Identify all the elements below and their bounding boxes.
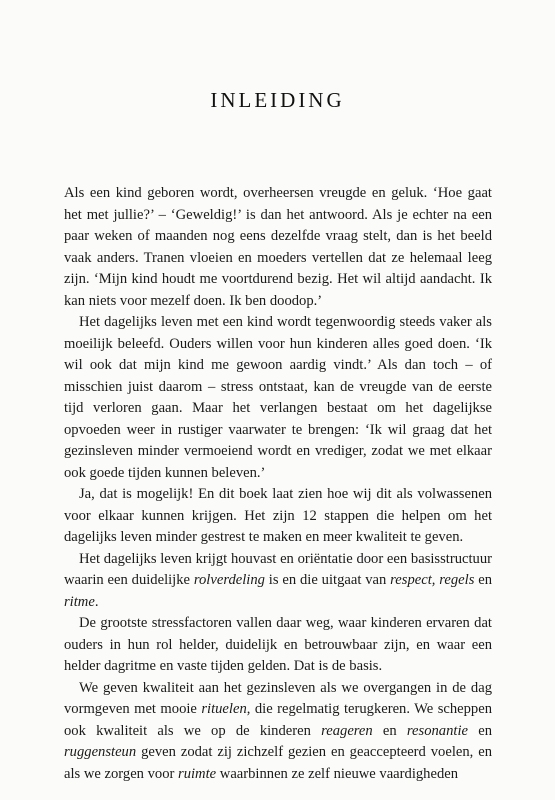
emphasis-term: ruimte [178, 765, 217, 782]
chapter-title: INLEIDING [210, 88, 345, 112]
emphasis-term: rituelen [201, 701, 247, 717]
paragraph-4: Het dagelijks leven krijgt houvast en oriëntatie door een basisstructuur waarin een duidelijke rolverdeling is en die uitgaat van respect, regels en ritme. [64, 550, 493, 610]
emphasis-term: reageren [321, 722, 373, 739]
paragraph-6: We geven kwaliteit aan het gezinsleven als we overgangen in de dag vormgeven met mooie rituelen, die regelmatig terugkeren. We scheppen ook kwaliteit als we op de kinderen reageren en resonantie en ruggensteun geven zodat zij zichzelf gezien en geaccepteerd voelen, en als we zorgen voor ruimte waarbinnen ze zelf nieuwe vaardigheden [64, 679, 492, 782]
emphasis-term: respect, regels [390, 572, 475, 588]
emphasis-term: rolverdeling [193, 572, 265, 588]
emphasis-term: ritme [64, 593, 95, 610]
paragraph-5: De grootste stressfactoren vallen daar weg, waar kinderen ervaren dat ouders in hun rol helder, duidelijk en betrouwbaar zijn, en waar een helder dagritme en vaste tijden gelden. Dat is de basis. [64, 615, 492, 674]
body-text [64, 183, 492, 785]
paragraph-3: Ja, dat is mogelijk! En dit boek laat zien hoe wij dit als volwassenen voor elkaar kunnen krijgen. Het zijn 12 stappen die helpen om het dagelijks leven minder gestrest te maken en meer kwaliteit te geven. [64, 486, 492, 545]
emphasis-term: resonantie [406, 722, 468, 739]
paragraph-1: Als een kind geboren wordt, overheersen vreugde en geluk. ‘Hoe gaat het met jullie?’ – ‘Geweldig!’ is dan het antwoord. Als je echter na een paar weken of maanden nog eens dezelfde vraag stelt, dan is het beeld vaak anders. Tranen vloeien en moeders vertellen dat ze helemaal leeg zijn. ‘Mijn kind houdt me voortdurend bezig. Het wil altijd aandacht. Ik kan niets voor mezelf doen. Ik ben doodop.’ [64, 185, 492, 309]
emphasis-term: ruggensteun [64, 744, 137, 760]
paragraph-2: Het dagelijks leven met een kind wordt tegenwoordig steeds vaker als moeilijk beleefd. Ouders willen voor hun kinderen alles goed doen. ‘Ik wil ook dat mijn kind me gewoon aardig vindt.’ Als dan toch – of misschien juist daarom – stress ontstaat, kan de vreugde van de eerste tijd verloren gaan. Maar het verlangen bestaat om het dagelijkse opvoeden weer in rustiger vaarwater te brengen: ‘Ik wil graag dat het gezinsleven minder vermoeiend wordt en vrediger, zodat we met elkaar ook goede tijden kunnen beleven.’ [64, 314, 492, 481]
